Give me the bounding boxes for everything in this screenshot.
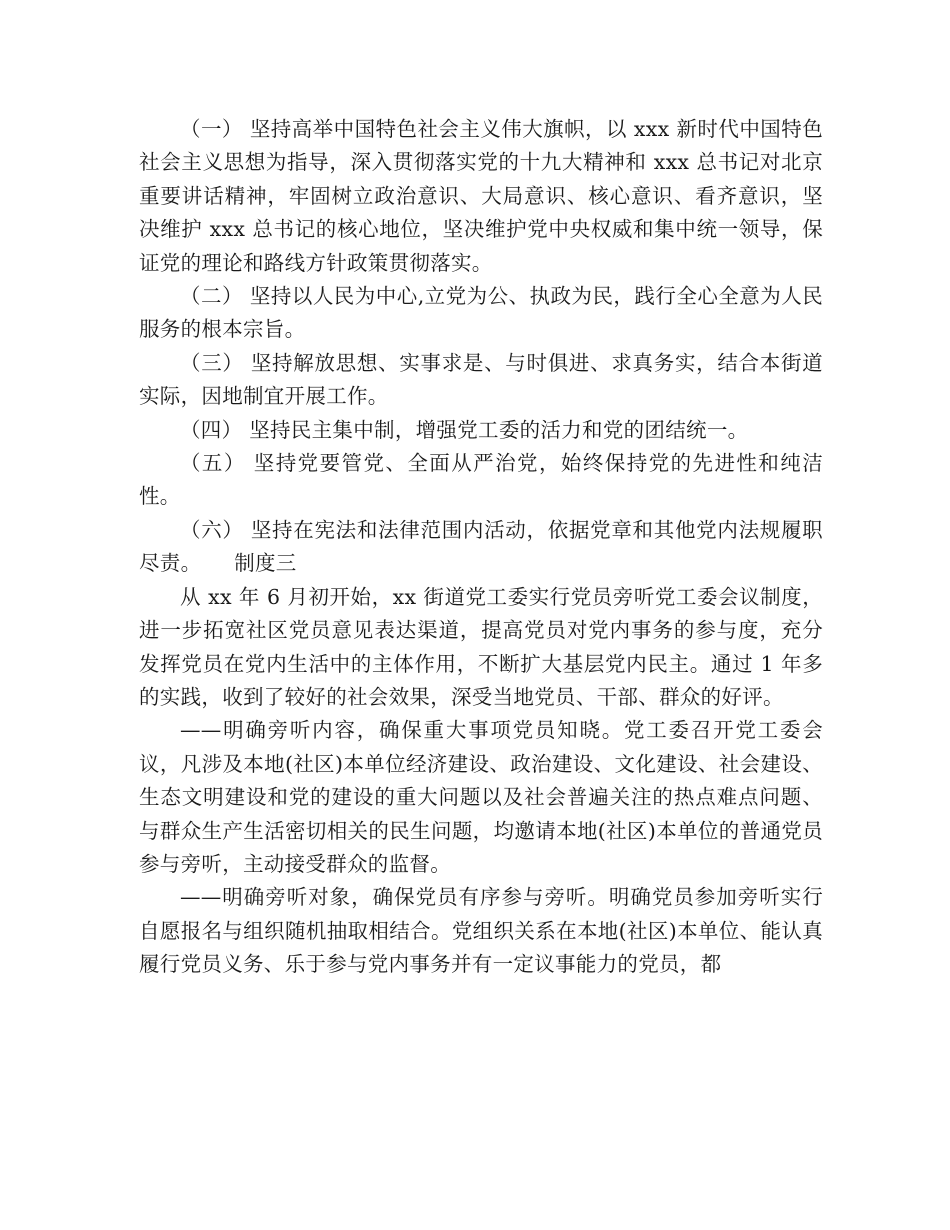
paragraph-principle-6 [139,514,823,581]
paragraph-principle-3: （三） 坚持解放思想、实事求是、与时俱进、求真务实，结合本街道实际，因地制宜开展工作。 [139,350,823,409]
paragraph-principle-6-text: （六） 坚持在宪法和法律范围内活动，依据党章和其他党内法规履职尽责。 [139,517,823,576]
paragraph-intro: 从 xx 年 6 月初开始，xx 街道党工委实行党员旁听党工委会议制度，进一步拓宽社区党员意见表达渠道，提高党员对党内事务的参与度，充分发挥党员在党内生活中的主体作用，不断扩大基层党内民主。通过 1 年多的实践，收到了较好的社会效果，深受当地党员、干部、群众的好评。 [139,584,823,709]
paragraph-audience: ——明确旁听对象，确保党员有序参与旁听。明确党员参加旁听实行自愿报名与组织随机抽取相结合。党组织关系在本地(社区)本单位、能认真履行党员义务、乐于参与党内事务并有一定议事能力的党员，都 [139,885,823,977]
document-body [139,113,823,982]
paragraph-principle-5: （五） 坚持党要管党、全面从严治党，始终保持党的先进性和纯洁性。 [139,451,823,509]
section-heading-zhidu-san: 制度三 [234,551,297,576]
paragraph-principle-2: （二） 坚持以人民为中心,立党为公、执政为民，践行全心全意为人民服务的根本宗旨。 [139,284,823,342]
paragraph-content-scope: ——明确旁听内容，确保重大事项党员知晓。党工委召开党工委会议，凡涉及本地(社区)本单位经济建设、政治建设、文化建设、社会建设、生态文明建设和党的建设的重大问题以及社会普遍关注的热点难点问题、与群众生产生活密切相关的民生问题，均邀请本地(社区)本单位的普通党员参与旁听，主动接受群众的监督。 [139,718,823,876]
paragraph-principle-4: （四） 坚持民主集中制，增强党工委的活力和党的团结统一。 [180,417,749,442]
paragraph-principle-1: （一） 坚持高举中国特色社会主义伟大旗帜，以 xxx 新时代中国特色社会主义思想为指导，深入贯彻落实党的十九大精神和 xxx 总书记对北京重要讲话精神，牢固树立政治意识、大局意识、核心意识、看齐意识，坚决维护 xxx 总书记的核心地位，坚决维护党中央权威和集中统一领导，保证党的理论和路线方针政策贯彻落实。 [139,117,823,275]
